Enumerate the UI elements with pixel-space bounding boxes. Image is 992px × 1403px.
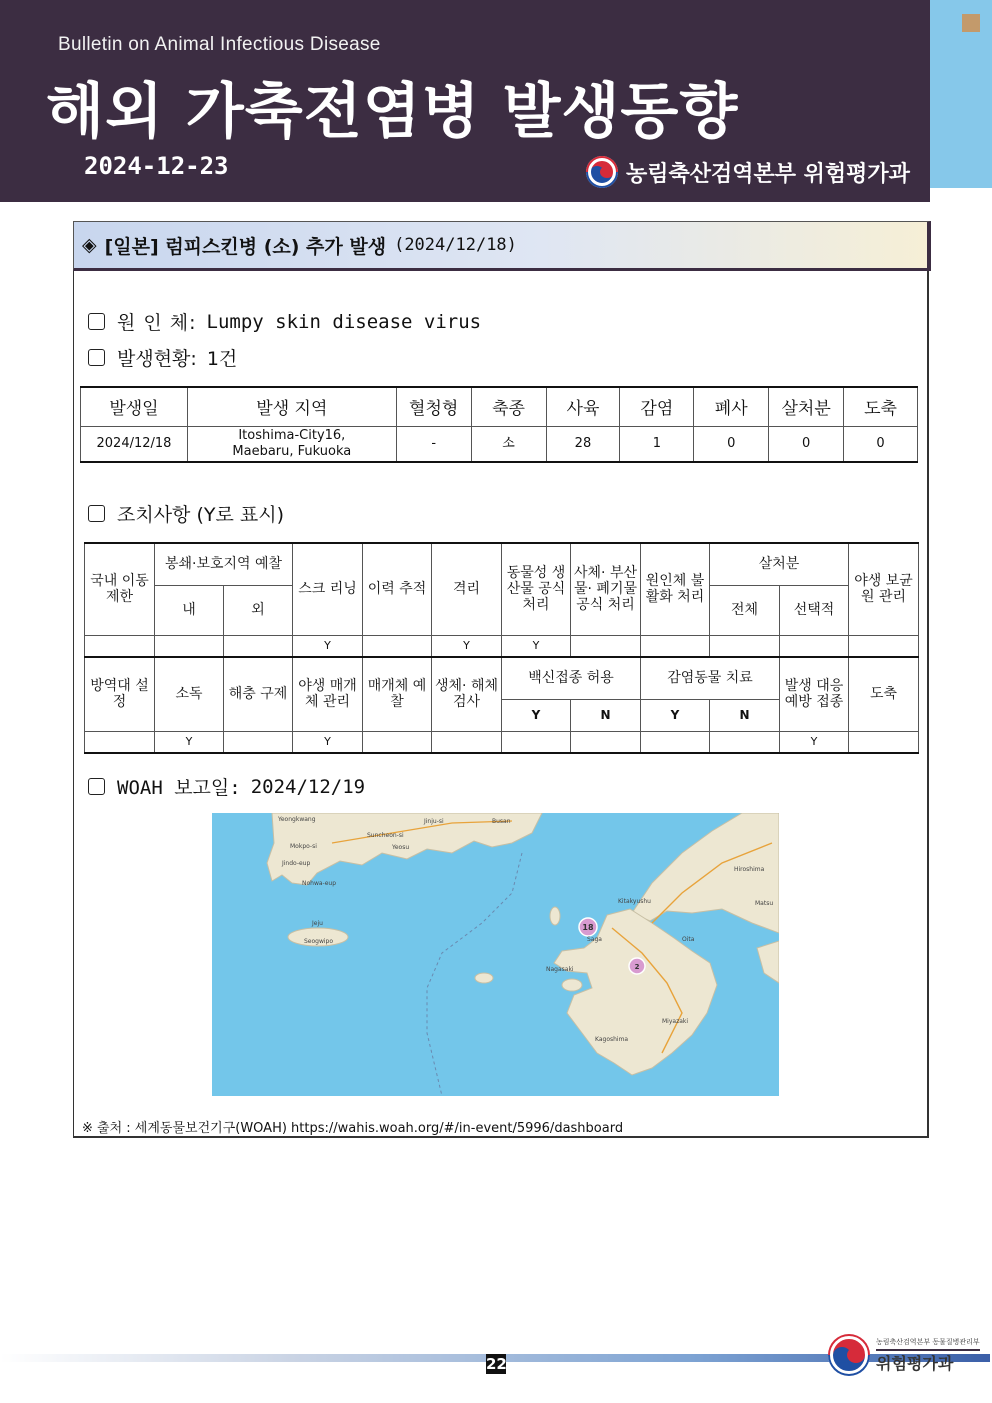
table-cell xyxy=(710,635,780,657)
place-label: Nagasaki xyxy=(546,966,574,973)
header-cell: 스크 리닝 xyxy=(293,543,363,635)
header-cell: 국내 이동 제한 xyxy=(85,543,155,635)
table-cell: - xyxy=(396,426,471,462)
header-cell: N xyxy=(710,699,780,731)
table-cell: 0 xyxy=(844,426,918,462)
header-cell: 선택적 xyxy=(780,585,849,635)
header-cell: 전체 xyxy=(710,585,780,635)
place-label: Oita xyxy=(682,936,695,943)
header-cell: 방역대 설정 xyxy=(85,657,155,731)
checkbox-icon xyxy=(88,313,105,330)
table-row xyxy=(85,731,919,753)
table-cell xyxy=(85,731,155,753)
page-title: 해외 가축전염병 발생동향 xyxy=(46,77,739,147)
status-value: 1건 xyxy=(206,348,238,370)
woah-label: WOAH 보고일: xyxy=(117,777,241,799)
iki-island xyxy=(562,979,582,991)
header-cell: 감염 xyxy=(620,387,694,426)
issue-date: 2024-12-23 xyxy=(84,152,229,180)
table-cell xyxy=(710,731,780,753)
table-cell xyxy=(502,731,571,753)
header-cell: 사육 xyxy=(546,387,620,426)
table-cell: Y xyxy=(155,731,224,753)
place-label: Jindo-eup xyxy=(282,860,311,867)
header-cell: 도축 xyxy=(844,387,918,426)
header-side-bar xyxy=(930,0,992,188)
header-cell: 내 xyxy=(155,585,224,635)
place-label: Saga xyxy=(587,936,602,943)
woah-line xyxy=(88,773,365,800)
header-cell: 살처분 xyxy=(710,543,849,585)
table-cell: Y xyxy=(780,731,849,753)
header-cell: 혈청형 xyxy=(396,387,471,426)
bulletin-subtitle: Bulletin on Animal Infectious Disease xyxy=(58,34,381,55)
footer-org-small: 농림축산검역본부 동물질병관리부 xyxy=(876,1337,980,1351)
table-header-row xyxy=(85,543,919,585)
header-cell: 발생일 xyxy=(81,387,188,426)
table-cell xyxy=(780,635,849,657)
header-cell: 격리 xyxy=(432,543,502,635)
header-cell: N xyxy=(571,699,641,731)
footer-logo xyxy=(828,1334,980,1376)
source-note: ※ 출처 : 세계동물보건기구(WOAH) https://wahis.woah.org/#/in-event/5996/dashboard xyxy=(82,1121,624,1136)
place-label: Jinju-si xyxy=(424,818,444,825)
section-heading xyxy=(73,221,931,271)
header-cell: 봉쇄·보호지역 예찰 xyxy=(155,543,293,585)
table-header-row xyxy=(85,657,919,699)
place-label: Hiroshima xyxy=(734,866,765,873)
table-cell xyxy=(571,635,641,657)
header-cell: 야생 매개체 관리 xyxy=(293,657,363,731)
outbreak-map xyxy=(212,813,779,1096)
table-cell: 0 xyxy=(694,426,769,462)
table-cell xyxy=(224,731,293,753)
place-label: Mokpo-si xyxy=(290,843,317,850)
table-cell: 1 xyxy=(620,426,694,462)
taeguk-emblem-icon xyxy=(828,1334,870,1376)
status-label: 발생현황: xyxy=(117,348,197,370)
table-cell: 28 xyxy=(546,426,620,462)
tsushima-island xyxy=(550,907,560,925)
table-cell: Itoshima-City16, Maebaru, Fukuoka xyxy=(187,426,396,462)
header-cell: 감염동물 치료 xyxy=(641,657,780,699)
place-label: Busan xyxy=(492,818,511,825)
header-cell: 동물성 생산물 공식 처리 xyxy=(502,543,571,635)
footer-org-name: 위험평가과 xyxy=(876,1353,954,1373)
pathogen-value: Lumpy skin disease virus xyxy=(206,310,482,333)
goto-island xyxy=(475,973,493,983)
table-cell: Y xyxy=(432,635,502,657)
header-cell: 외 xyxy=(224,585,293,635)
table-cell: 0 xyxy=(769,426,844,462)
table-cell: Y xyxy=(502,635,571,657)
table-header-row xyxy=(81,387,918,426)
header-cell: 살처분 xyxy=(769,387,844,426)
place-label: Yeosu xyxy=(392,844,410,851)
place-label: Yeongkwang xyxy=(278,816,316,823)
header-org-name: 농림축산검역본부 위험평가과 xyxy=(626,161,910,187)
cluster-label: 2 xyxy=(634,963,640,971)
header-cell: 백신접종 허용 xyxy=(502,657,641,699)
measures-line xyxy=(88,500,284,527)
section-date: (2024/12/18) xyxy=(394,235,517,255)
table-cell xyxy=(363,731,432,753)
measures-label: 조치사항 (Y로 표시) xyxy=(117,504,284,526)
section-marker: ◈ xyxy=(82,234,97,256)
map-graphic xyxy=(212,813,779,1096)
table-cell: Y xyxy=(293,731,363,753)
table-cell xyxy=(363,635,432,657)
measures-table xyxy=(84,542,919,754)
header-cell: 원인체 불활화 처리 xyxy=(641,543,710,635)
table-cell xyxy=(432,731,502,753)
header-accent-square xyxy=(962,14,980,32)
header-cell: 축종 xyxy=(471,387,546,426)
place-label: Jeju xyxy=(312,920,323,927)
header-cell: Y xyxy=(641,699,710,731)
table-cell xyxy=(571,731,641,753)
header-cell: 소독 xyxy=(155,657,224,731)
table-cell xyxy=(224,635,293,657)
section-title: [일본] 럼피스킨병 (소) 추가 발생 xyxy=(104,235,387,258)
header-cell: 도축 xyxy=(849,657,919,731)
header-cell: Y xyxy=(502,699,571,731)
header-cell: 해충 구제 xyxy=(224,657,293,731)
pathogen-line xyxy=(88,308,481,335)
place-label: Miyazaki xyxy=(662,1018,689,1025)
place-label: Nohwa-eup xyxy=(302,880,337,887)
checkbox-icon xyxy=(88,505,105,522)
table-cell: 2024/12/18 xyxy=(81,426,188,462)
cluster-label: 18 xyxy=(582,923,594,932)
header-cell: 생체· 해체 검사 xyxy=(432,657,502,731)
table-cell xyxy=(155,635,224,657)
table-cell xyxy=(641,731,710,753)
header-cell: 사체· 부산물· 폐기물 공식 처리 xyxy=(571,543,641,635)
place-label: Suncheon-si xyxy=(367,832,404,839)
header-cell: 이력 추적 xyxy=(363,543,432,635)
header-cell: 야생 보균원 관리 xyxy=(849,543,919,635)
header-cell: 매개체 예찰 xyxy=(363,657,432,731)
table-cell: 소 xyxy=(471,426,546,462)
place-label: Kagoshima xyxy=(595,1036,629,1043)
pathogen-label: 원 인 체: xyxy=(117,312,197,334)
table-cell: Y xyxy=(293,635,363,657)
page-number: 22 xyxy=(486,1355,507,1373)
table-row xyxy=(85,635,919,657)
table-cell xyxy=(849,731,919,753)
table-cell xyxy=(641,635,710,657)
status-line xyxy=(88,344,237,371)
woah-date: 2024/12/19 xyxy=(250,775,366,798)
place-label: Matsu xyxy=(755,900,774,907)
taeguk-emblem-icon xyxy=(586,156,618,188)
table-cell xyxy=(85,635,155,657)
header-cell: 발생 지역 xyxy=(187,387,396,426)
header-org xyxy=(586,156,910,188)
table-row xyxy=(81,426,918,462)
place-label: Kitakyushu xyxy=(618,898,651,905)
checkbox-icon xyxy=(88,349,105,366)
header-cell: 발생 대응 예방 접종 xyxy=(780,657,849,731)
outbreak-table xyxy=(80,386,918,463)
checkbox-icon xyxy=(88,778,105,795)
place-label: Seogwipo xyxy=(304,938,334,945)
table-cell xyxy=(849,635,919,657)
header-cell: 폐사 xyxy=(694,387,769,426)
